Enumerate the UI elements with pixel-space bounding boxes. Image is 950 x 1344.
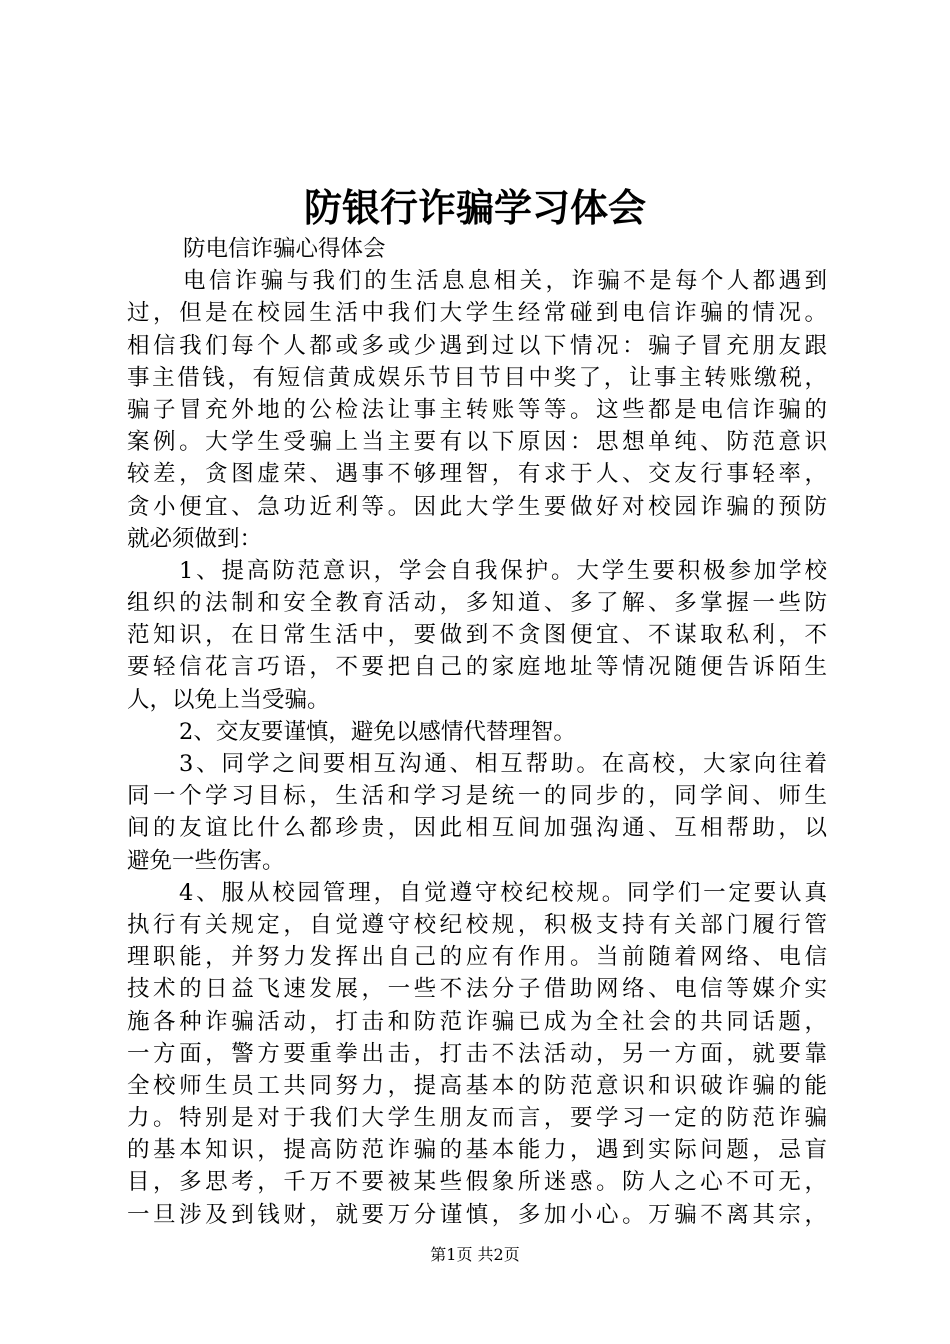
text-line: 要轻信花言巧语，不要把自己的家庭地址等情况随便告诉陌生 xyxy=(127,654,827,681)
text-line: 4、服从校园管理，自觉遵守校纪校规。同学们一定要认真 xyxy=(179,879,827,906)
text-line: 就必须做到： xyxy=(127,525,263,552)
text-line: 1、提高防范意识，学会自我保护。大学生要积极参加学校 xyxy=(179,557,827,584)
text-line: 的基本知识，提高防范诈骗的基本能力，遇到实际问题，忌盲 xyxy=(127,1137,827,1164)
text-line: 人，以免上当受骗。 xyxy=(127,686,330,713)
text-line: 3、同学之间要相互沟通、相互帮助。在高校，大家向往着 xyxy=(179,751,827,777)
text-line: 组织的法制和安全教育活动，多知道、多了解、多掌握一些防 xyxy=(127,590,827,617)
text-line: 避免一些伤害。 xyxy=(127,847,285,874)
text-line: 力。特别是对于我们大学生朋友而言，要学习一定的防范诈骗 xyxy=(127,1105,827,1132)
text-line: 执行有关规定，自觉遵守校纪校规，积极支持有关部门履行管 xyxy=(127,911,827,938)
text-line: 贪小便宜、急功近利等。因此大学生要做好对校园诈骗的预防 xyxy=(127,493,827,520)
subtitle-line: 防电信诈骗心得体会 xyxy=(183,236,386,262)
text-line: 全校师生员工共同努力，提高基本的防范意识和识破诈骗的能 xyxy=(127,1072,827,1099)
text-line: 理职能，并努力发挥出自己的应有作用。当前随着网络、电信 xyxy=(127,944,827,971)
text-line: 范知识，在日常生活中，要做到不贪图便宜、不谋取私利，不 xyxy=(127,622,827,649)
text-line: 一方面，警方要重拳出击，打击不法活动，另一方面，就要靠 xyxy=(127,1040,827,1067)
text-line: 施各种诈骗活动，打击和防范诈骗已成为全社会的共同话题， xyxy=(127,1008,827,1035)
text-line: 电信诈骗与我们的生活息息相关，诈骗不是每个人都遇到 xyxy=(183,268,827,295)
text-line: 较差，贪图虚荣、遇事不够理智，有求于人、交友行事轻率， xyxy=(127,461,827,488)
document-body xyxy=(127,233,827,1231)
text-line: 2、交友要谨慎，避免以感情代替理智。 xyxy=(179,718,576,745)
document-title: 防银行诈骗学习体会 xyxy=(303,185,646,230)
text-line: 相信我们每个人都或多或少遇到过以下情况：骗子冒充朋友跟 xyxy=(127,332,827,359)
text-line: 一旦涉及到钱财，就要万分谨慎，多加小心。万骗不离其宗， xyxy=(127,1201,827,1228)
text-line: 骗子冒充外地的公检法让事主转账等等。这些都是电信诈骗的 xyxy=(127,396,827,423)
text-line: 间的友谊比什么都珍贵，因此相互间加强沟通、互相帮助，以 xyxy=(127,815,827,842)
text-line: 事主借钱，有短信黄成娱乐节目节目中奖了，让事主转账缴税， xyxy=(127,364,827,391)
text-line: 目，多思考，千万不要被某些假象所迷惑。防人之心不可无， xyxy=(127,1169,827,1196)
page-number-footer: 第1页 共2页 xyxy=(430,1245,520,1264)
text-line: 过，但是在校园生活中我们大学生经常碰到电信诈骗的情况。 xyxy=(127,300,827,327)
text-line: 同一个学习目标，生活和学习是统一的同步的，同学间、师生 xyxy=(127,783,827,810)
text-line: 案例。大学生受骗上当主要有以下原因：思想单纯、防范意识 xyxy=(127,429,827,456)
text-line: 技术的日益飞速发展，一些不法分子借助网络、电信等媒介实 xyxy=(127,976,827,1003)
